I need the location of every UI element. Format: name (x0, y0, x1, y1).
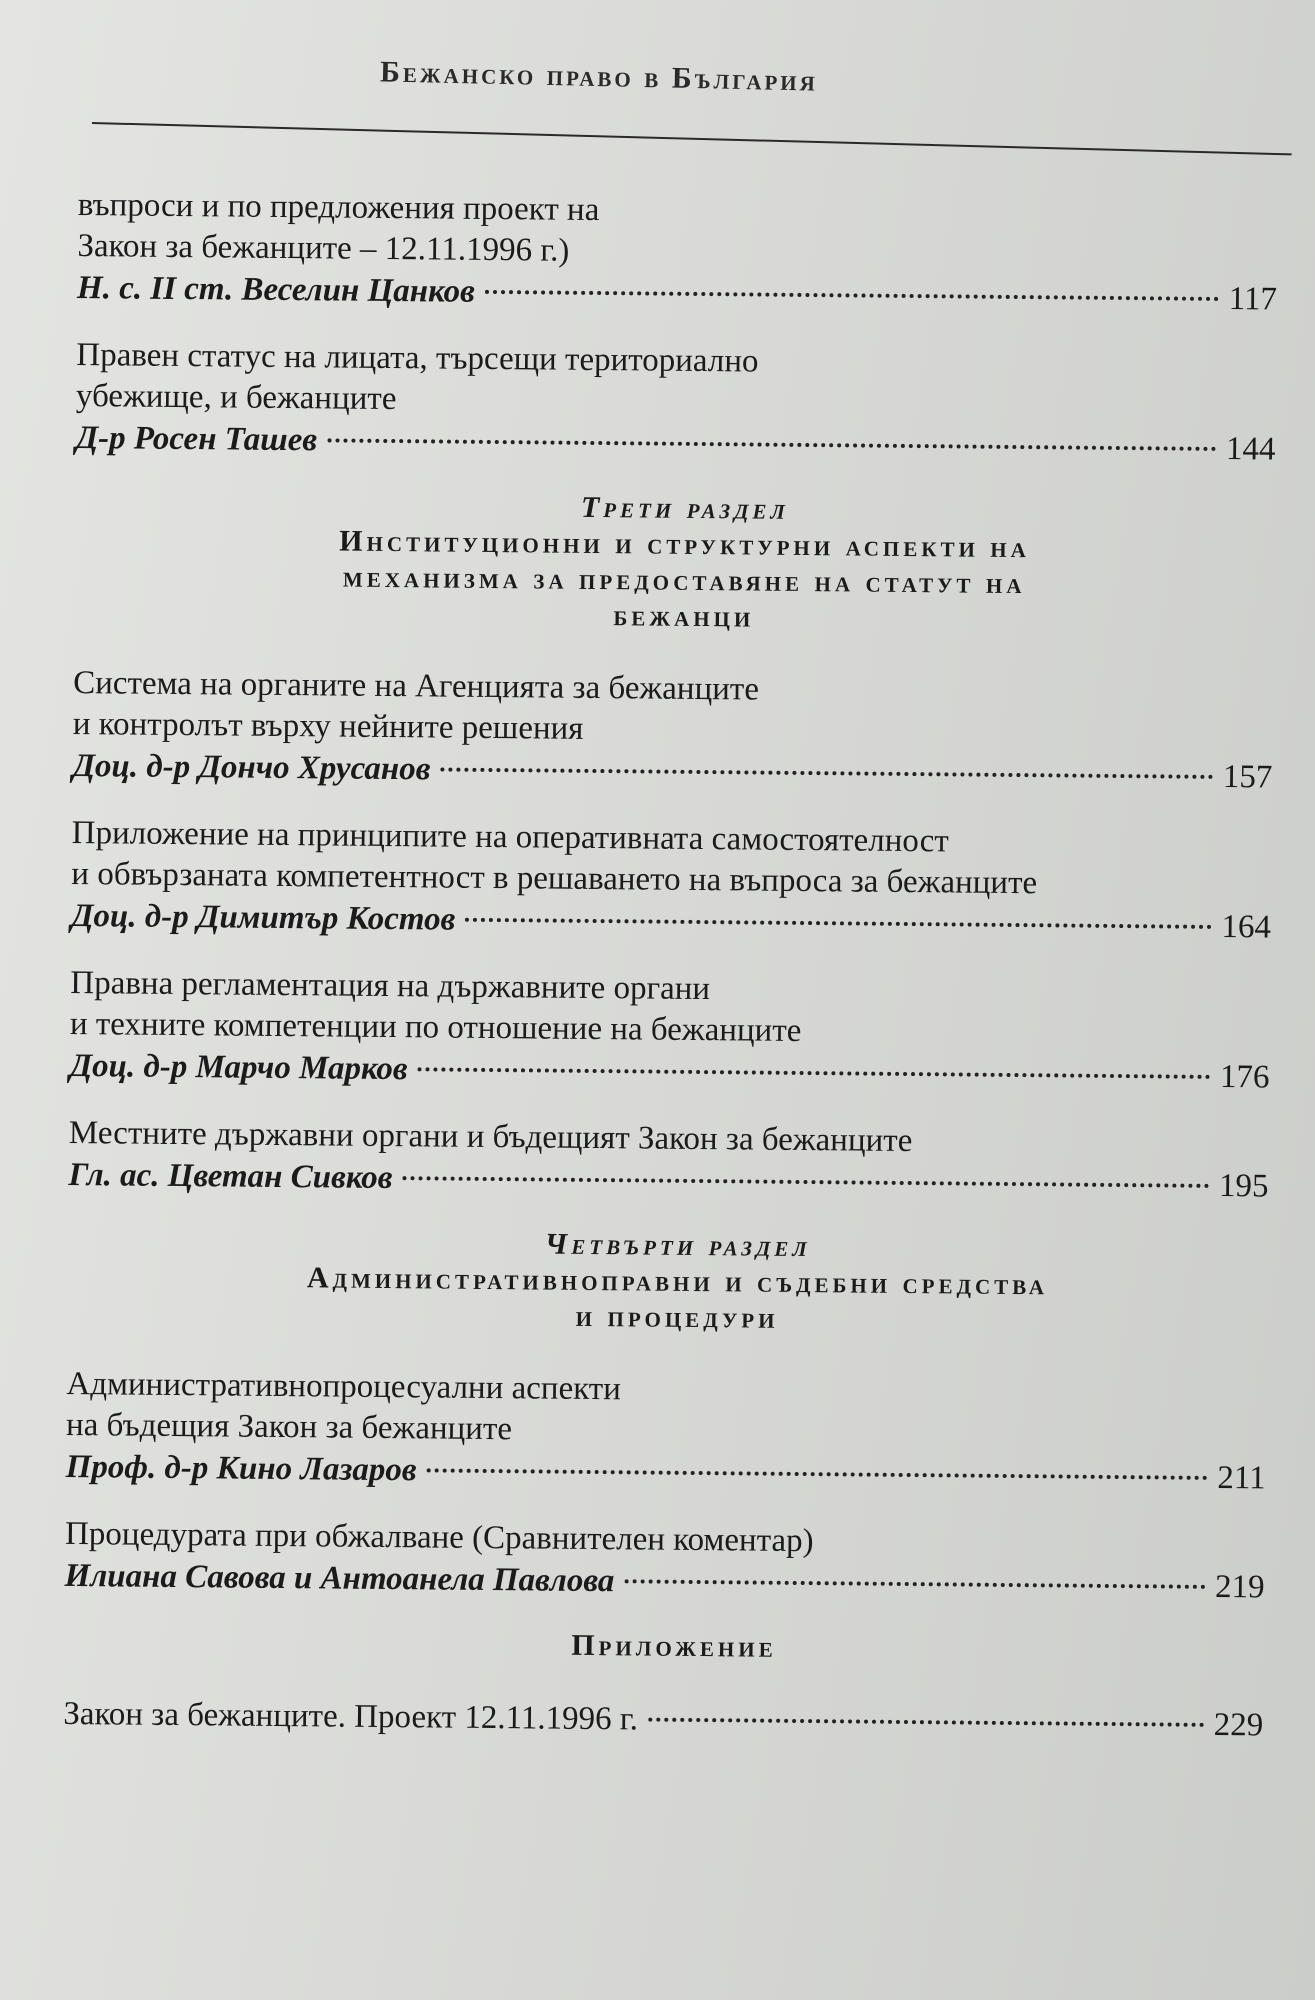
running-head: Бежанско право в България (379, 55, 819, 98)
toc-entry (71, 813, 1272, 949)
section-title-line: Административноправни и съдебни средства (306, 1261, 1049, 1302)
entry-page-number: 144 (1225, 431, 1276, 468)
entry-page-number: 164 (1221, 909, 1272, 946)
dot-leader (427, 1468, 1208, 1479)
toc-entry (69, 963, 1270, 1099)
entry-title-line: Приложение на принципите на оперативната самостоятелност (71, 814, 949, 860)
entry-page-number: 219 (1214, 1568, 1265, 1606)
toc-entry (65, 1364, 1266, 1500)
dot-leader (485, 290, 1219, 301)
entry-title-line: Административнопроцесуални аспекти (66, 1365, 622, 1408)
section-title-line: механизма за предоставяне на статут на (342, 560, 1026, 601)
section-heading (67, 1222, 1268, 1342)
section-heading (64, 1623, 1264, 1671)
entry-title-line: Правен статус на лицата, търсещи териториално (76, 336, 759, 380)
entry-page-number: 176 (1219, 1059, 1270, 1096)
toc-entry (72, 663, 1273, 799)
toc-entry (64, 1514, 1265, 1609)
entry-title-line: Процедурата при обжалване (Сравнителен коментар) (64, 1515, 814, 1560)
toc-entry (63, 1693, 1263, 1747)
entry-title-line: Система на органите на Агенцията за бежанците (73, 664, 760, 708)
dot-leader (465, 918, 1211, 929)
section-title-line: бежанци (613, 599, 755, 634)
entry-author: Доц. д-р Димитър Костов (70, 897, 456, 938)
entry-title-line: Закон за бежанците – 12.11.1996 г.) (77, 227, 570, 269)
entry-title-line: и техните компетенции по отношение на бежанците (69, 1005, 802, 1049)
entry-page-number: 229 (1213, 1706, 1264, 1744)
entry-page-number: 211 (1217, 1459, 1266, 1497)
dot-leader (440, 768, 1212, 779)
dot-leader (624, 1579, 1205, 1589)
entry-title-line: Местните държавни органи и бъдещият Закон за бежанците (68, 1114, 913, 1160)
section-label: Приложение (571, 1628, 777, 1664)
section-title-line: и процедури (575, 1299, 779, 1335)
section-label: Трети раздел (580, 490, 790, 526)
toc-entry (68, 1113, 1269, 1208)
dot-leader (648, 1718, 1204, 1727)
entry-title-line: Закон за бежанците. Проект 12.11.1996 г. (63, 1695, 639, 1738)
table-of-contents (63, 185, 1278, 1772)
entry-author: Гл. ас. Цветан Сивков (68, 1156, 393, 1197)
section-title-line: Институционни и структурни аспекти на (339, 524, 1031, 565)
dot-leader (418, 1067, 1210, 1079)
entry-title-line: и контролът върху нейните решения (72, 705, 584, 747)
entry-page-number: 195 (1218, 1167, 1269, 1205)
entry-author: Доц. д-р Дончо Хрусанов (72, 747, 431, 788)
toc-entry (77, 185, 1278, 321)
section-heading (74, 485, 1275, 641)
entry-title-line: убежище, и бежанците (75, 377, 397, 418)
entry-title-line: Правна регламентация на държавните органи (70, 964, 711, 1008)
header-rule (92, 122, 1292, 155)
entry-title-line: въпроси и по предложения проект на (77, 186, 600, 229)
entry-author: Доц. д-р Марчо Марков (69, 1047, 408, 1088)
dot-leader (403, 1176, 1209, 1188)
entry-author: Д-р Росен Ташев (75, 419, 318, 459)
section-label: Четвърти раздел (544, 1227, 811, 1264)
dot-leader (327, 438, 1216, 451)
entry-author: Илиана Савова и Антоанела Павлова (64, 1557, 615, 1600)
entry-title-line: и обвързаната компетентност в решаването на въпроса за бежанците (71, 855, 1038, 902)
entry-author: Проф. д-р Кино Лазаров (65, 1448, 417, 1489)
entry-page-number: 157 (1222, 759, 1273, 796)
entry-title-line: на бъдещия Закон за бежанците (65, 1406, 513, 1448)
toc-entry (75, 335, 1276, 471)
entry-author: Н. с. II ст. Веселин Цанков (76, 269, 475, 310)
entry-page-number: 117 (1228, 281, 1278, 318)
